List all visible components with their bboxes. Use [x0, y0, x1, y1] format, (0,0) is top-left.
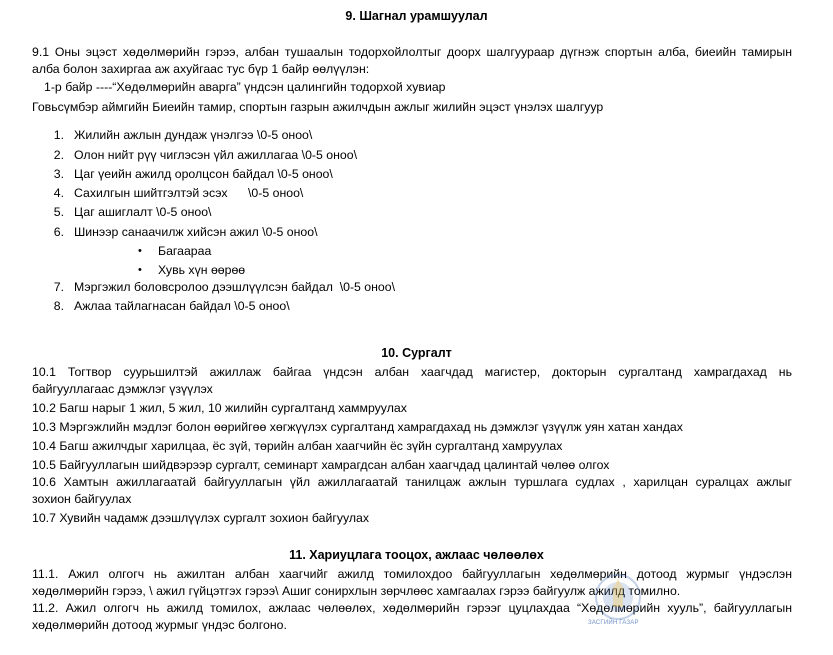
section-9-intro-line-1: 9.1 Оны эцэст хөдөлмөрийн гэрээ, албан тушаалын тодорхойлолтыг доорх шалгуураар дүгнэж спортын алба, биеийн тамирын: [32, 45, 792, 59]
section-10-p3: 10.3 Мэргэжлийн мэдлэг болон өөрийгөө хөгжүүлэх сургалтанд хамрагдахад нь дэмжлэг үзүүлж уян хатан хандах: [32, 420, 683, 434]
section-11-p2-line-1: 11.2. Ажил олгогч нь ажилд томилох, ажлаас чөлөөлөх, хөдөлмөрийн гэрээг цуцлахдаа “Хөдөлмөрийн хууль”, байгууллагын: [32, 601, 792, 615]
section-11-heading: 11. Хариуцлага тооцох, ажлаас чөлөөлөх: [289, 548, 544, 562]
list-item-text: Олон нийт рүү чиглэсэн үйл ажиллагаа \0-5 оноо\: [74, 148, 357, 162]
list-item-text: Ажлаа тайлагнасан байдал \0-5 оноо\: [74, 299, 290, 313]
sub-list-item-text: Багаараа: [158, 244, 212, 258]
list-item-number: 5.: [53, 205, 64, 219]
list-item-number: 2.: [53, 148, 64, 162]
section-10-p4: 10.4 Багш ажилчдыг харилцаа, ёс зүй, төрийн албан хаагчийн ёс зүйн сургалтанд хамруулах: [32, 439, 563, 453]
bullet-icon: •: [138, 264, 142, 276]
watermark-label: ЗАСГИЙН ГАЗАР: [588, 620, 639, 626]
section-9-intro-line-2: алба болон захиргаа аж ахуйгаас тус бүр 1 байр өөлүүлэн:: [32, 62, 370, 76]
section-10-p6-line-1: 10.6 Хамтын ажиллагаатай байгууллагын үйл ажиллагаатай танилцаж ажлын туршлага судлах , харилцан суралцах ажлыг: [32, 475, 792, 489]
list-item-number: 1.: [53, 128, 64, 142]
list-item-number: 3.: [53, 167, 64, 181]
list-item-text: Цаг үеийн ажилд оролцсон байдал \0-5 оноо\: [74, 167, 333, 181]
list-item-text: Сахилгын шийтгэлтэй эсэх \0-5 оноо\: [74, 186, 304, 200]
sub-list-item-text: Хувь хүн өөрөө: [158, 263, 246, 277]
award-line: 1-р байр ----“Хөдөлмөрийн аварга” үндсэн цалингийн тодорхой хувиар: [44, 80, 446, 94]
section-10-p6-line-2: зохион байгуулах: [32, 492, 132, 506]
seal-emblem-icon: [586, 573, 650, 623]
list-item-number: 8.: [53, 299, 64, 313]
bullet-icon: •: [138, 245, 142, 257]
section-10-p1-line-1: 10.1 Тогтвор суурьшилтэй ажиллаж байгаа үндсэн албан хаагчдад магистер, докторын сургалтанд хамрагдахад нь: [32, 365, 792, 379]
section-10-p7: 10.7 Хувийн чадамж дээшлүүлэх сургалт зохион байгуулах: [32, 511, 370, 525]
list-item-text: Жилийн ажлын дундаж үнэлгээ \0-5 оноо\: [74, 128, 313, 142]
list-item-text: Цаг ашиглалт \0-5 оноо\: [74, 205, 212, 219]
section-11-p2-line-2: хөдөлмөрийн дотоод журмыг үндэс болгоно.: [32, 618, 287, 632]
list-item-number: 7.: [53, 280, 64, 294]
criteria-title: Говьсүмбэр аймгийн Биеийн тамир, спортын газрын ажилчдын ажлыг жилийн эцэст үнэлэх шалгуур: [32, 100, 604, 114]
list-item-number: 6.: [53, 225, 64, 239]
section-10-p1-line-2: байгууллагаас дэмжлэг үзүүлэх: [32, 382, 213, 396]
list-item-number: 4.: [53, 186, 64, 200]
list-item-text: Мэргэжил боловсролоо дээшлүүлсэн байдал \0-5 оноо\: [74, 280, 396, 294]
section-10-p2: 10.2 Багш нарыг 1 жил, 5 жил, 10 жилийн сургалтанд хаммруулах: [32, 401, 407, 415]
section-10-p5: 10.5 Байгууллагын шийдвэрээр сургалт, семинарт хамрагдсан албан хаагчдад цалинтай чөлөө олгох: [32, 458, 610, 472]
section-11-p1-line-2: хөдөлмөрийн гэрээ, \ ажил гүйцэтгэх гэрээ\ Ашиг сонирхлын зөрчлөөс хамгаалах гэрээ байгуулж ажилд томилно.: [32, 584, 681, 598]
section-11-p1-line-1: 11.1. Ажил олгогч нь ажилтан албан хаагчийг ажилд томилохдоо байгууллагын хөдөлмөрийн дотоод журмыг үндэслэн: [32, 567, 792, 581]
list-item-text: Шинээр санаачилж хийсэн ажил \0-5 оноо\: [74, 225, 318, 239]
section-10-heading: 10. Сургалт: [381, 346, 452, 360]
section-9-heading: 9. Шагнал урамшуулал: [345, 9, 488, 23]
